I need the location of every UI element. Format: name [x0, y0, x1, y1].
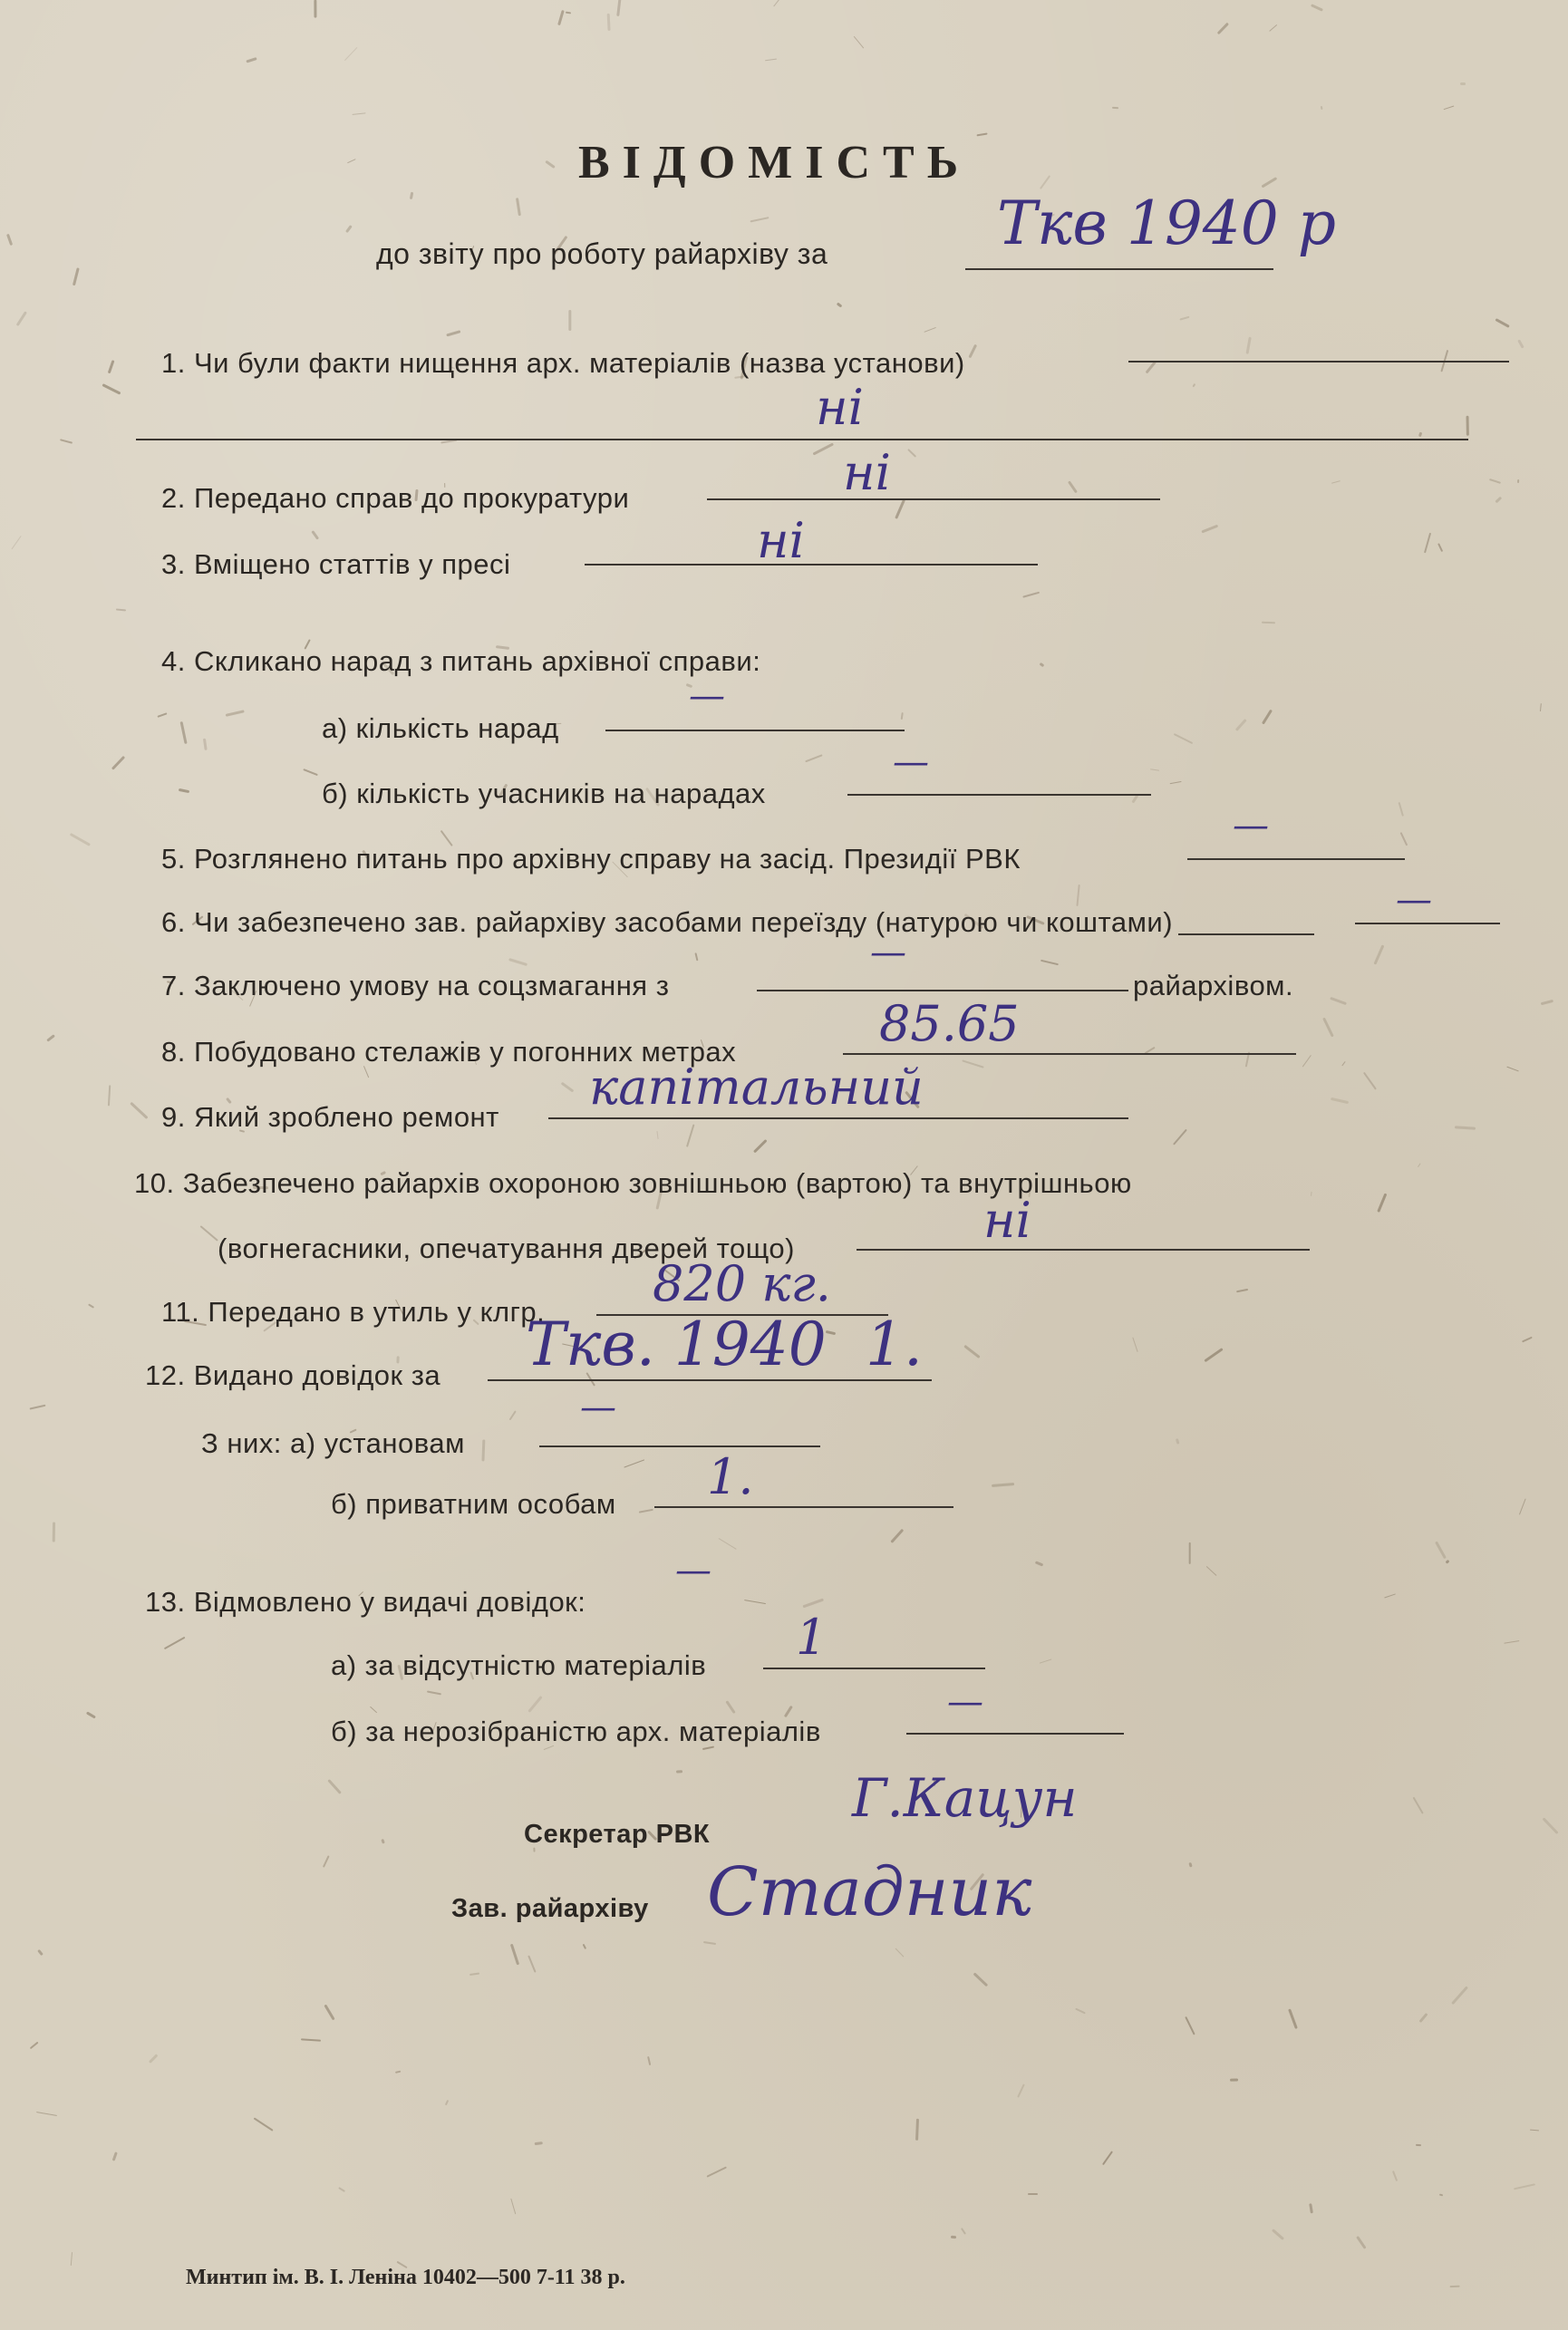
item-12a-line	[539, 1445, 820, 1447]
paper-fiber	[314, 0, 316, 18]
paper-fiber	[1230, 2078, 1238, 2081]
paper-fiber	[1112, 107, 1118, 109]
paper-fiber	[1539, 703, 1541, 711]
paper-fiber	[1202, 525, 1219, 534]
paper-fiber	[30, 2042, 39, 2050]
paper-fiber	[1028, 2192, 1038, 2194]
item-11-value-handwritten: 820 кг.	[653, 1255, 831, 1312]
item-12b-label: б) приватним особам	[331, 1488, 616, 1520]
paper-fiber	[1035, 1561, 1044, 1566]
paper-fiber	[624, 1459, 644, 1468]
item-2-label: 2. Передано справ до прокуратури	[161, 482, 630, 514]
paper-fiber	[509, 1410, 517, 1420]
paper-fiber	[566, 11, 571, 14]
paper-fiber	[695, 952, 699, 961]
paper-fiber	[108, 360, 115, 373]
item-7-suffix: райархівом.	[1133, 970, 1294, 1001]
paper-fiber	[1517, 479, 1519, 483]
paper-fiber	[963, 1059, 984, 1068]
item-12-label: 12. Видано довідок за	[145, 1359, 441, 1391]
paper-fiber	[615, 0, 621, 16]
item-4a-value-handwritten: —	[689, 675, 725, 717]
item-6-value-handwritten: —	[1396, 879, 1432, 921]
paper-fiber	[1288, 2008, 1298, 2028]
printer-imprint: Минтип ім. В. І. Леніна 10402—500 7-11 38 р.	[186, 2266, 625, 2289]
paper-fiber	[73, 268, 79, 286]
item-13a-line	[763, 1668, 985, 1669]
paper-fiber	[1437, 543, 1442, 552]
paper-fiber	[427, 1691, 441, 1696]
item-8-line	[843, 1053, 1296, 1055]
paper-fiber	[812, 442, 833, 455]
item-5-label: 5. Розглянено питань про архівну справу на засід. Президії РВК	[161, 843, 1021, 875]
item-6-underline	[1178, 933, 1314, 935]
paper-fiber	[676, 1770, 682, 1774]
paper-fiber	[1322, 1017, 1334, 1037]
paper-fiber	[36, 2112, 57, 2116]
item-3-line	[585, 564, 1038, 566]
paper-fiber	[1246, 336, 1252, 354]
paper-fiber	[1040, 1658, 1051, 1664]
paper-fiber	[837, 302, 843, 307]
paper-fiber	[1495, 318, 1510, 328]
item-4b-label: б) кількість учасників на нарадах	[322, 778, 766, 809]
paper-fiber	[961, 2228, 966, 2236]
paper-fiber	[469, 1973, 479, 1977]
paper-fiber	[765, 58, 777, 61]
secretary-signature: Г.Кацун	[852, 1767, 1078, 1829]
paper-fiber	[1364, 1072, 1378, 1090]
paper-fiber	[1417, 1163, 1420, 1167]
paper-fiber	[111, 755, 125, 769]
paper-fiber	[687, 1124, 695, 1146]
paper-fiber	[803, 1599, 825, 1608]
paper-fiber	[924, 327, 936, 333]
paper-fiber	[164, 1636, 185, 1648]
item-2-value-handwritten: ні	[843, 444, 891, 501]
paper-fiber	[656, 1131, 658, 1139]
paper-fiber	[725, 1701, 735, 1715]
paper-fiber	[535, 2141, 543, 2145]
item-13-value-handwritten: —	[675, 1550, 711, 1591]
paper-fiber	[301, 2038, 321, 2041]
paper-fiber	[381, 1839, 385, 1844]
paper-fiber	[1179, 315, 1190, 320]
paper-fiber	[1506, 1067, 1519, 1072]
item-10-label-2: (вогнегасники, опечатування дверей тощо)	[218, 1233, 795, 1264]
paper-fiber	[1068, 481, 1078, 494]
paper-fiber	[900, 712, 903, 720]
paper-fiber	[907, 449, 916, 458]
item-9-line	[548, 1117, 1128, 1119]
paper-fiber	[1192, 382, 1195, 387]
paper-fiber	[510, 1944, 519, 1966]
paper-fiber	[583, 1944, 586, 1949]
paper-fiber	[1185, 2016, 1195, 2035]
paper-fiber	[88, 1303, 94, 1309]
paper-fiber	[1309, 2203, 1313, 2213]
paper-fiber	[1075, 2008, 1086, 2015]
item-4b-line	[847, 794, 1151, 796]
paper-fiber	[1443, 105, 1454, 110]
paper-fiber	[1384, 1593, 1396, 1598]
item-1-line	[1128, 361, 1509, 363]
paper-fiber	[1132, 1337, 1137, 1351]
paper-fiber	[344, 225, 352, 233]
item-12b-line	[654, 1506, 953, 1508]
item-3-label: 3. Вміщено статтів у пресі	[161, 548, 511, 580]
subtitle-period-handwritten: Ткв 1940 р	[997, 189, 1337, 258]
paper-fiber	[510, 2199, 516, 2215]
item-13a-value-handwritten: 1	[796, 1609, 828, 1666]
paper-fiber	[707, 2166, 727, 2177]
paper-fiber	[70, 833, 91, 846]
paper-fiber	[1331, 1097, 1349, 1104]
paper-fiber	[344, 47, 358, 61]
item-9-value-handwritten: капітальний	[589, 1059, 924, 1116]
paper-fiber	[1017, 2083, 1024, 2097]
item-13b-label: б) за нерозібраністю арх. матеріалів	[331, 1716, 821, 1747]
paper-fiber	[973, 1972, 989, 1987]
paper-fiber	[324, 2004, 334, 2020]
item-13a-label: а) за відсутністю матеріалів	[331, 1649, 707, 1681]
paper-fiber	[1216, 23, 1229, 35]
paper-fiber	[1400, 833, 1408, 846]
item-9-label: 9. Який зроблено ремонт	[161, 1101, 499, 1133]
paper-fiber	[1040, 662, 1045, 667]
paper-fiber	[1205, 1566, 1216, 1576]
item-13b-value-handwritten: —	[947, 1681, 983, 1723]
paper-fiber	[116, 609, 126, 612]
paper-fiber	[1236, 1288, 1248, 1292]
paper-fiber	[1272, 2229, 1284, 2241]
paper-fiber	[517, 198, 522, 216]
paper-fiber	[545, 160, 556, 169]
paper-fiber	[915, 2119, 919, 2141]
paper-fiber	[1425, 533, 1432, 553]
paper-fiber	[1439, 2194, 1444, 2197]
paper-fiber	[1170, 781, 1182, 784]
paper-fiber	[1321, 106, 1323, 111]
paper-fiber	[1399, 802, 1404, 817]
item-12-value2-handwritten: 1.	[866, 1310, 923, 1379]
paper-fiber	[750, 217, 769, 223]
subtitle-line	[965, 268, 1273, 270]
paper-fiber	[409, 192, 413, 199]
paper-fiber	[481, 1440, 485, 1463]
paper-fiber	[1262, 622, 1275, 624]
paper-fiber	[773, 0, 784, 7]
item-1-label: 1. Чи були факти нищення арх. матеріалів (назва установи)	[161, 347, 965, 379]
paper-fiber	[1331, 480, 1341, 484]
paper-fiber	[131, 1101, 149, 1118]
paper-fiber	[963, 1345, 980, 1358]
item-7-label: 7. Заключено умову на соцзмагання з	[161, 970, 670, 1001]
paper-fiber	[52, 1523, 55, 1542]
paper-fiber	[394, 2070, 400, 2074]
paper-fiber	[1495, 497, 1502, 504]
paper-fiber	[37, 1949, 44, 1956]
paper-fiber	[1517, 340, 1524, 349]
paper-fiber	[1378, 1193, 1388, 1212]
paper-fiber	[180, 721, 188, 744]
paper-fiber	[303, 769, 317, 776]
paper-fiber	[647, 2056, 651, 2065]
item-10-line	[857, 1249, 1310, 1251]
paper-fiber	[1040, 175, 1050, 189]
paper-fiber	[561, 1082, 575, 1093]
document-title: ВІДОМІСТЬ	[578, 137, 972, 189]
paper-fiber	[1514, 2183, 1535, 2190]
paper-fiber	[70, 2252, 73, 2266]
item-3-value-handwritten: ні	[757, 512, 805, 569]
paper-fiber	[323, 1856, 329, 1868]
paper-fiber	[1302, 1055, 1312, 1067]
paper-fiber	[1466, 416, 1469, 436]
paper-fiber	[508, 958, 528, 966]
item-8-value-handwritten: 85.65	[879, 995, 1020, 1052]
item-4a-line	[605, 730, 905, 731]
item-12a-label: З них: а) установам	[201, 1427, 465, 1459]
paper-fiber	[327, 1779, 342, 1794]
paper-fiber	[311, 530, 319, 540]
item-12-line	[488, 1379, 932, 1381]
paper-fiber	[805, 755, 822, 763]
item-2-line	[707, 498, 1160, 500]
item-1-value-handwritten: ні	[816, 379, 864, 436]
paper-fiber	[854, 36, 864, 49]
paper-fiber	[1173, 1129, 1187, 1146]
paper-fiber	[179, 788, 189, 793]
paper-fiber	[1311, 4, 1323, 11]
paper-fiber	[1102, 2151, 1113, 2165]
item-12-value-handwritten: Ткв. 1940	[526, 1310, 827, 1379]
paper-fiber	[744, 1600, 766, 1604]
head-signature: Стадник	[707, 1853, 1032, 1931]
paper-fiber	[1146, 362, 1157, 374]
paper-fiber	[1504, 1640, 1519, 1644]
paper-fiber	[718, 1538, 736, 1550]
paper-fiber	[1416, 2144, 1421, 2146]
paper-fiber	[226, 710, 245, 716]
paper-fiber	[370, 1706, 377, 1713]
item-13-label: 13. Відмовлено у видачі довідок:	[145, 1586, 586, 1618]
item-10-value-handwritten: ні	[983, 1192, 1031, 1249]
item-12b-value-handwritten: 1.	[707, 1448, 754, 1505]
paper-fiber	[1040, 959, 1059, 964]
paper-fiber	[1341, 1061, 1345, 1067]
paper-fiber	[976, 132, 988, 136]
paper-fiber	[1150, 769, 1159, 771]
item-13b-line	[906, 1733, 1124, 1735]
paper-fiber	[890, 1528, 904, 1543]
paper-fiber	[1455, 1126, 1476, 1130]
paper-fiber	[1446, 1560, 1450, 1564]
paper-fiber	[1451, 1987, 1468, 2006]
paper-fiber	[1205, 1348, 1224, 1362]
item-7-line	[757, 990, 1128, 991]
paper-fiber	[1542, 1817, 1558, 1834]
paper-fiber	[203, 738, 207, 749]
paper-fiber	[1522, 1337, 1533, 1343]
paper-fiber	[1541, 1000, 1553, 1005]
paper-fiber	[353, 113, 366, 116]
item-4a-label: а) кількість нарад	[322, 712, 559, 744]
paper-fiber	[1261, 178, 1277, 189]
item-12a-value-handwritten: —	[580, 1387, 616, 1428]
paper-fiber	[16, 311, 27, 326]
paper-fiber	[1077, 885, 1080, 906]
paper-fiber	[1374, 945, 1385, 965]
item-8-label: 8. Побудовано стелажів у погонних метрах	[161, 1036, 737, 1068]
item-5-value-handwritten: —	[1233, 805, 1269, 846]
item-6-label: 6. Чи забезпечено зав. райархіву засобами переїзду (натурою чи коштами)	[161, 906, 1174, 938]
paper-fiber	[557, 10, 565, 26]
paper-fiber	[1489, 479, 1501, 484]
item-4b-value-handwritten: —	[893, 741, 929, 783]
paper-fiber	[826, 1329, 836, 1334]
paper-fiber	[951, 2236, 956, 2239]
paper-fiber	[1435, 1541, 1447, 1559]
paper-fiber	[199, 1225, 218, 1242]
paper-fiber	[895, 499, 906, 519]
paper-fiber	[1391, 2170, 1397, 2181]
paper-fiber	[1412, 1796, 1424, 1813]
paper-fiber	[1418, 431, 1422, 436]
paper-fiber	[11, 535, 21, 548]
item-10-label: 10. Забезпечено райархів охороною зовнішньою (вартою) та внутрішньою	[134, 1167, 1132, 1199]
paper-fiber	[86, 1712, 96, 1719]
paper-fiber	[1530, 2129, 1539, 2131]
paper-fiber	[1022, 591, 1040, 597]
paper-fiber	[1262, 710, 1273, 725]
paper-fiber	[60, 439, 73, 444]
item-11-label: 11. Передано в утиль у клгр.	[161, 1296, 546, 1328]
paper-fiber	[1174, 733, 1193, 744]
paper-fiber	[445, 2100, 449, 2105]
paper-fiber	[30, 1405, 45, 1409]
paper-fiber	[112, 2151, 118, 2161]
head-label: Зав. райархіву	[451, 1894, 649, 1923]
subtitle-label: до звіту про роботу райархіву за	[376, 237, 828, 270]
paper-fiber	[968, 343, 977, 358]
item-7-value-handwritten: —	[870, 932, 906, 973]
item-4-label: 4. Скликано нарад з питань архівної справи:	[161, 645, 761, 677]
item-6-line	[1355, 923, 1500, 924]
paper-fiber	[1269, 24, 1277, 31]
item-5-line	[1187, 858, 1405, 860]
paper-fiber	[1235, 720, 1247, 732]
paper-fiber	[149, 2054, 159, 2064]
paper-fiber	[1460, 82, 1466, 85]
paper-fiber	[702, 1941, 715, 1945]
paper-fiber	[639, 1508, 653, 1513]
paper-fiber	[1356, 2236, 1366, 2249]
paper-fiber	[46, 1034, 55, 1042]
item-1-line-2	[136, 439, 1468, 440]
paper-fiber	[567, 310, 570, 331]
paper-fiber	[446, 330, 461, 337]
paper-fiber	[102, 384, 121, 395]
paper-fiber	[347, 159, 355, 163]
paper-fiber	[992, 1483, 1014, 1487]
paper-fiber	[528, 1956, 536, 1973]
paper-fiber	[157, 713, 168, 719]
paper-fiber	[1189, 1542, 1191, 1563]
paper-fiber	[1176, 1438, 1180, 1445]
paper-fiber	[1519, 1498, 1526, 1514]
paper-fiber	[1330, 997, 1347, 1006]
paper-fiber	[247, 57, 257, 63]
paper-fiber	[1311, 1192, 1312, 1197]
paper-fiber	[253, 2117, 273, 2132]
paper-fiber	[895, 1948, 905, 1958]
paper-fiber	[606, 14, 610, 31]
secretary-label: Секретар РВК	[524, 1820, 711, 1849]
paper-fiber	[338, 2187, 345, 2192]
paper-fiber	[1188, 1862, 1192, 1867]
paper-fiber	[1419, 2013, 1428, 2023]
paper-fiber	[528, 1696, 543, 1712]
paper-fiber	[108, 1085, 111, 1106]
paper-fiber	[753, 1139, 768, 1154]
paper-fiber	[1450, 2286, 1460, 2287]
paper-fiber	[6, 234, 13, 246]
